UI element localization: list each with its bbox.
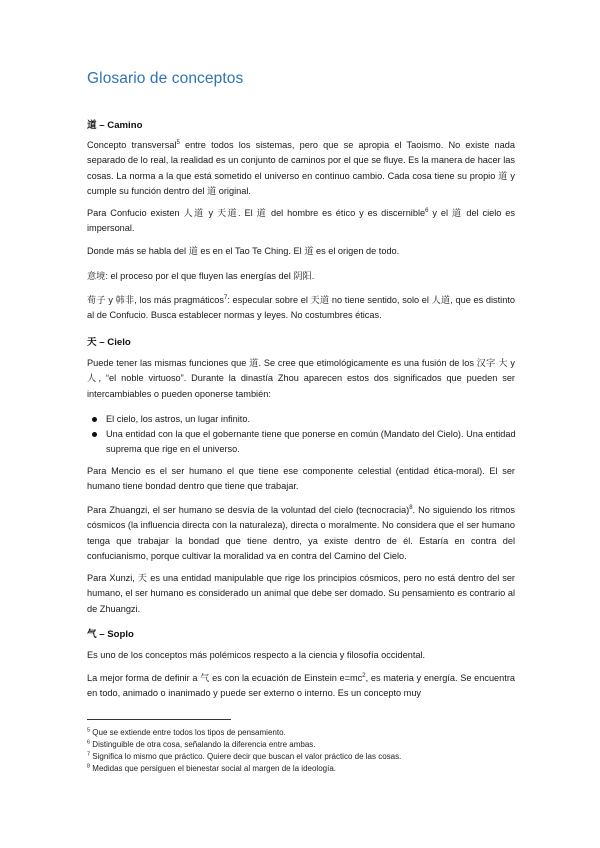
text-run: : especular sobre el 天道 no tiene sentido, solo el 人道, que es distinto al de Confucio. Busca establecer normas y leyes. No costumbres éticas.: [87, 295, 515, 321]
footnote-text: Que se extiende entre todos los tipos de pensamiento.: [90, 728, 286, 737]
footnote-6: [87, 739, 517, 751]
footnote-number: 7: [87, 751, 91, 758]
cielo-paragraph-3: [87, 503, 515, 565]
camino-paragraph-3: Donde más se habla del 道 es en el Tao Te Ching. El 道 es el origen de todo.: [87, 246, 400, 256]
footnote-number: 8: [87, 763, 91, 770]
footnote-ref-6[interactable]: 6: [425, 207, 429, 214]
list-item: [106, 427, 516, 457]
text-run: . No siguiendo los ritmos cósmicos (la influencia directa con la naturaleza), directa o moralmente. No considera que el ser humano tenga que trabajar la bondad que tiene dentro, ya existe dentro de él. Estaría en contra del confucianismo, porque cultivar la moralidad va en contra del Camino del Cielo.: [87, 505, 515, 562]
text-run: , es materia y energía. Se encuentra en todo, animado o inanimado y puede ser externo o interno. Es un concepto muy: [87, 673, 515, 699]
camino-paragraph-1: [87, 138, 515, 200]
footnote-number: 5: [87, 727, 91, 734]
footnote-number: 6: [87, 739, 91, 746]
footnote-text: Distinguible de otra cosa, señalando la diferencia entre ambas.: [90, 740, 316, 749]
cielo-paragraph-2: Para Mencio es el ser humano el que tiene ese componente celestial (entidad ética-moral). El ser humano tiene bondad dentro que tiene que trabajar.: [87, 466, 515, 492]
footnote-text: Medidas que persiguen el bienestar social al margen de la ideología.: [90, 764, 336, 773]
text-run: 荀子 y 韩非, los más pragmáticos: [87, 295, 224, 305]
footnote-5: [87, 727, 517, 739]
section-heading-camino: 道 – Camino: [87, 120, 143, 131]
superscript-exponent: 2: [362, 672, 366, 679]
footnote-8: [87, 763, 517, 775]
camino-paragraph-5: [87, 293, 515, 324]
cielo-bullet-list: [106, 412, 516, 457]
footnote-ref-5[interactable]: 5: [176, 139, 180, 146]
camino-paragraph-4: 意境: el proceso por el que fluyen las energías del 阴阳.: [87, 271, 315, 281]
soplo-paragraph-2: [87, 671, 515, 702]
text-run: Para Zhuangzi, el ser humano se desvía de la voluntad del cielo (tecnocracia): [87, 505, 410, 515]
text-run: La mejor forma de definir a 气 es con la ecuación de Einstein e=mc: [87, 673, 363, 683]
camino-paragraph-2: [87, 206, 515, 237]
cielo-paragraph-4: Para Xunzi, 天 es una entidad manipulable que rige los principios cósmicos, pero no está dentro del ser humano, el ser humano es considerado un animal que debe ser domado. Su pensamiento es contrario al de Zhuangzi.: [87, 573, 515, 614]
cielo-paragraph-1: Puede tener las mismas funciones que 道. Se cree que etimológicamente es una fusión de los 汉字 大 y 人, “el noble virtuoso”. Durante la dinastía Zhou aparecen estos dos significados que pueden ser intercambiables o pueden oponerse también:: [87, 358, 515, 399]
footnote-text: Significa lo mismo que práctico. Quiere decir que buscan el valor práctico de las cosas.: [90, 752, 402, 761]
bullet-icon: [92, 432, 97, 437]
page-title: Glosario de conceptos: [87, 70, 244, 87]
footnote-ref-8[interactable]: 8: [409, 504, 413, 511]
section-heading-cielo: 天 – Cielo: [87, 337, 131, 348]
text-run: y el 道 del cielo es impersonal.: [87, 208, 515, 234]
text-run: Concepto transversal: [87, 140, 177, 150]
soplo-paragraph-1: Es uno de los conceptos más polémicos respecto a la ciencia y filosofía occidental.: [87, 650, 426, 660]
list-item-text: El cielo, los astros, un lugar infinito.: [106, 414, 251, 424]
text-run: entre todos los sistemas, pero que se apropia el Taoismo. No existe nada separado de lo real, la realidad es un conjunto de caminos por el que se fluye. Es la manera de hacer las cosas. La norma a la que está sometido el universo en continuo cambio. Cada cosa tiene su propio 道 y cumple su función dentro del 道 original.: [87, 140, 515, 197]
footnote-separator: [87, 719, 231, 720]
list-item-text: Una entidad con la que el gobernante tiene que ponerse en común (Mandato del Cielo). Una entidad suprema que rige en el universo.: [106, 429, 516, 454]
bullet-icon: [92, 417, 97, 422]
section-heading-soplo: 气 – Soplo: [87, 629, 134, 640]
footnote-7: [87, 751, 517, 763]
footnote-ref-7[interactable]: 7: [223, 294, 228, 301]
text-run: Para Confucio existen 人道 y 天道. El 道 del hombre es ético y es discernible: [87, 208, 426, 218]
list-item: [106, 412, 516, 427]
